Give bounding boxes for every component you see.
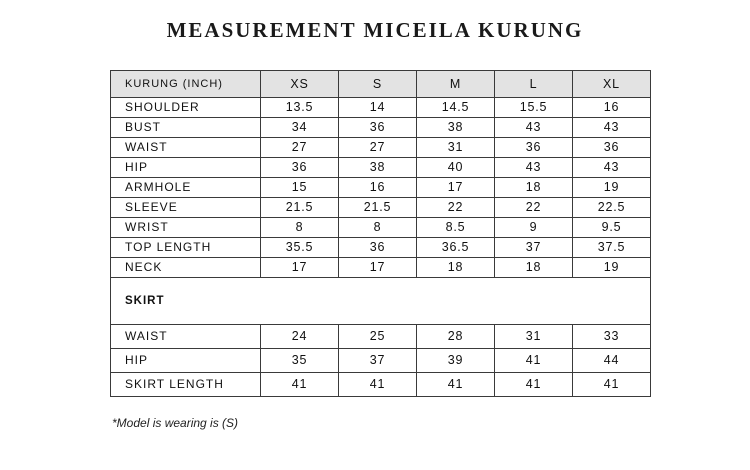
cell-value: 36	[573, 138, 651, 158]
header-size-xs: XS	[261, 71, 339, 98]
table-row	[111, 178, 651, 198]
model-size-note: *Model is wearing is (S)	[112, 416, 239, 430]
cell-value: 17	[261, 258, 339, 278]
cell-value: 21.5	[339, 198, 417, 218]
table-row	[111, 325, 651, 349]
header-size-xl: XL	[573, 71, 651, 98]
cell-value: 36	[495, 138, 573, 158]
cell-value: 37	[339, 349, 417, 373]
cell-value: 18	[495, 258, 573, 278]
row-label: BUST	[111, 118, 261, 138]
cell-value: 37	[495, 238, 573, 258]
cell-value: 15.5	[495, 98, 573, 118]
cell-value: 22	[495, 198, 573, 218]
cell-value: 25	[339, 325, 417, 349]
cell-value: 15	[261, 178, 339, 198]
cell-value: 17	[339, 258, 417, 278]
cell-value: 36	[339, 238, 417, 258]
cell-value: 9.5	[573, 218, 651, 238]
cell-value: 8.5	[417, 218, 495, 238]
header-size-s: S	[339, 71, 417, 98]
header-size-l: L	[495, 71, 573, 98]
cell-value: 35.5	[261, 238, 339, 258]
table-row	[111, 98, 651, 118]
cell-value: 44	[573, 349, 651, 373]
cell-value: 22	[417, 198, 495, 218]
cell-value: 16	[573, 98, 651, 118]
header-size-m: M	[417, 71, 495, 98]
cell-value: 35	[261, 349, 339, 373]
table-row	[111, 218, 651, 238]
cell-value: 18	[495, 178, 573, 198]
cell-value: 18	[417, 258, 495, 278]
cell-value: 40	[417, 158, 495, 178]
cell-value: 38	[339, 158, 417, 178]
cell-value: 19	[573, 178, 651, 198]
cell-value: 38	[417, 118, 495, 138]
row-label: ARMHOLE	[111, 178, 261, 198]
header-label: KURUNG (INCH)	[111, 71, 261, 98]
cell-value: 33	[573, 325, 651, 349]
table-row	[111, 349, 651, 373]
cell-value: 24	[261, 325, 339, 349]
row-label: WRIST	[111, 218, 261, 238]
cell-value: 34	[261, 118, 339, 138]
table-row	[111, 258, 651, 278]
cell-value: 41	[417, 373, 495, 397]
skirt-section-label: SKIRT	[111, 278, 651, 325]
row-label: SKIRT LENGTH	[111, 373, 261, 397]
cell-value: 43	[495, 118, 573, 138]
cell-value: 31	[417, 138, 495, 158]
table-row	[111, 238, 651, 258]
cell-value: 41	[495, 373, 573, 397]
cell-value: 8	[261, 218, 339, 238]
cell-value: 36	[339, 118, 417, 138]
cell-value: 14	[339, 98, 417, 118]
cell-value: 43	[573, 118, 651, 138]
size-chart-table	[110, 70, 651, 397]
row-label: HIP	[111, 158, 261, 178]
row-label: SLEEVE	[111, 198, 261, 218]
cell-value: 43	[573, 158, 651, 178]
cell-value: 27	[261, 138, 339, 158]
row-label: TOP LENGTH	[111, 238, 261, 258]
cell-value: 36.5	[417, 238, 495, 258]
page-title: MEASUREMENT MICEILA KURUNG	[166, 18, 584, 42]
row-label: SHOULDER	[111, 98, 261, 118]
cell-value: 43	[495, 158, 573, 178]
row-label: NECK	[111, 258, 261, 278]
cell-value: 9	[495, 218, 573, 238]
cell-value: 16	[339, 178, 417, 198]
cell-value: 41	[573, 373, 651, 397]
row-label: HIP	[111, 349, 261, 373]
cell-value: 8	[339, 218, 417, 238]
cell-value: 39	[417, 349, 495, 373]
cell-value: 17	[417, 178, 495, 198]
cell-value: 14.5	[417, 98, 495, 118]
cell-value: 41	[261, 373, 339, 397]
table-row	[111, 373, 651, 397]
table-header-row	[111, 71, 651, 98]
cell-value: 22.5	[573, 198, 651, 218]
table-row	[111, 158, 651, 178]
table-row	[111, 198, 651, 218]
table-row	[111, 118, 651, 138]
table-row	[111, 138, 651, 158]
cell-value: 21.5	[261, 198, 339, 218]
cell-value: 13.5	[261, 98, 339, 118]
cell-value: 31	[495, 325, 573, 349]
row-label: WAIST	[111, 138, 261, 158]
cell-value: 27	[339, 138, 417, 158]
cell-value: 28	[417, 325, 495, 349]
cell-value: 36	[261, 158, 339, 178]
cell-value: 41	[495, 349, 573, 373]
cell-value: 37.5	[573, 238, 651, 258]
cell-value: 41	[339, 373, 417, 397]
row-label: WAIST	[111, 325, 261, 349]
skirt-section-row	[111, 278, 651, 325]
cell-value: 19	[573, 258, 651, 278]
